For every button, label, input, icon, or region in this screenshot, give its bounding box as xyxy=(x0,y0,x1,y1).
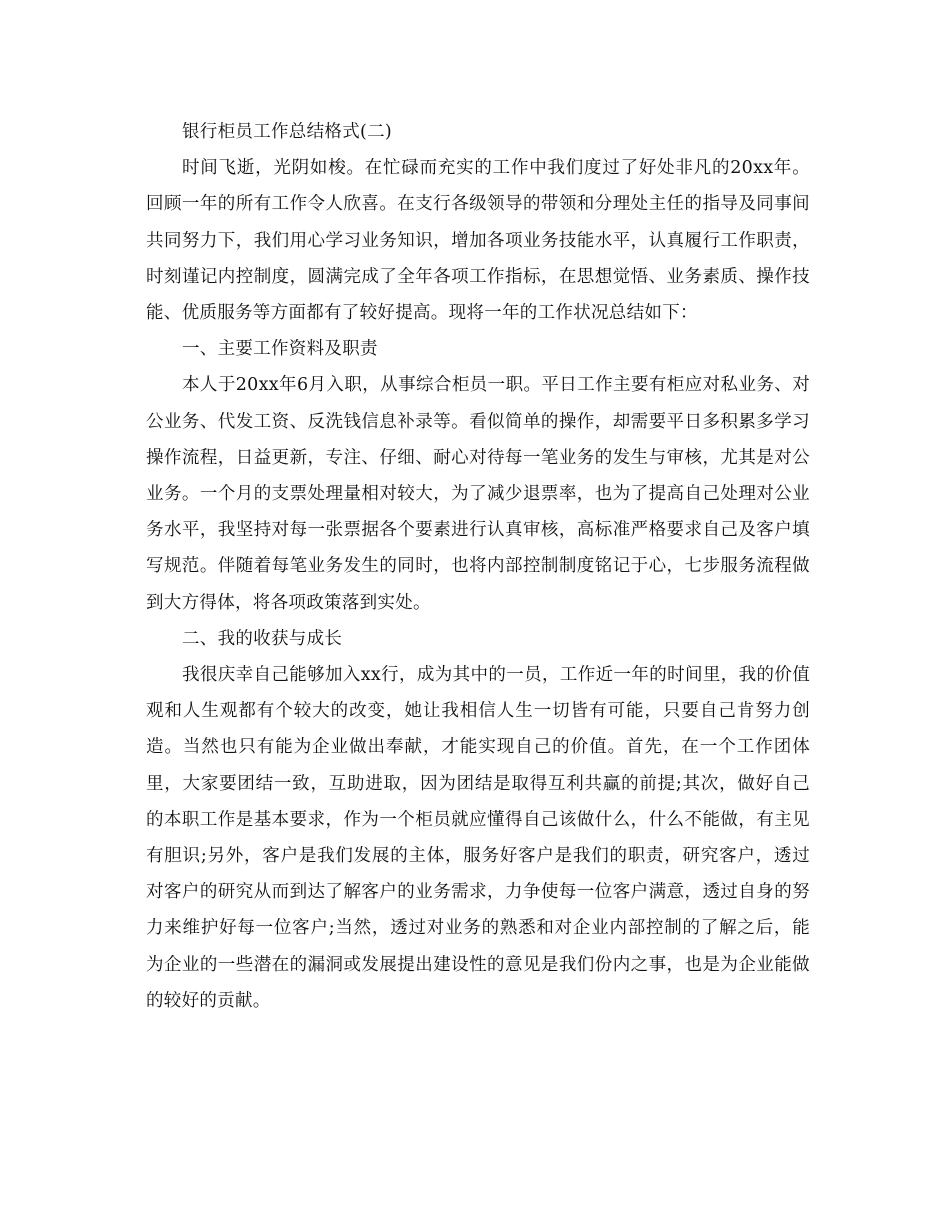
section-heading-duties: 一、主要工作资料及职责 xyxy=(182,339,378,360)
paragraph-growth: 我很庆幸自己能够加入xx行，成为其中的一员，工作近一年的时间里，我的价值观和人生观都有个较大的改变，她让我相信人生一切皆有可能，只要自己肯努力创造。当然也只有能为企业做出奉献，才能实现自己的价值。首先，在一个工作团体里，大家要团结一致，互助进取，因为团结是取得互利共赢的前提;其次，做好自己的本职工作是基本要求，作为一个柜员就应懂得自己该做什么，什么不能做，有主见有胆识;另外，客户是我们发展的主体，服务好客户是我们的职责，研究客户，透过对客户的研究从而到达了解客户的业务需求，力争使每一位客户满意，透过自身的努力来维护好每一位客户;当然，透过对业务的熟悉和对企业内部控制的了解之后，能为企业的一些潜在的漏洞或发展提出建设性的意见是我们份内之事，也是为企业能做的较好的贡献。 xyxy=(146,665,810,1011)
section-heading-growth: 二、我的收获与成长 xyxy=(182,628,343,649)
paragraph-intro: 时间飞逝，光阴如梭。在忙碌而充实的工作中我们度过了好处非凡的20xx年。回顾一年的所有工作令人欣喜。在支行各级领导的带领和分理处主任的指导及同事间共同努力下，我们用心学习业务知识，增加各项业务技能水平，认真履行工作职责，时刻谨记内控制度，圆满完成了全年各项工作指标，在思想觉悟、业务素质、操作技能、优质服务等方面都有了较好提高。现将一年的工作状况总结如下： xyxy=(146,158,810,324)
paragraph-duties: 本人于20xx年6月入职，从事综合柜员一职。平日工作主要有柜应对私业务、对公业务、代发工资、反洗钱信息补录等。看似简单的操作，却需要平日多积累多学习操作流程，日益更新，专注、仔细、耐心对待每一笔业务的发生与审核，尤其是对公业务。一个月的支票处理量相对较大，为了减少退票率，也为了提高自己处理对公业务水平，我坚持对每一张票据各个要素进行认真审核，高标准严格要求自己及客户填写规范。伴随着每笔业务发生的同时，也将内部控制制度铭记于心，七步服务流程做到大方得体，将各项政策落到实处。 xyxy=(146,375,810,613)
document-body xyxy=(146,114,810,1019)
document-title: 银行柜员工作总结格式(二) xyxy=(182,122,393,142)
